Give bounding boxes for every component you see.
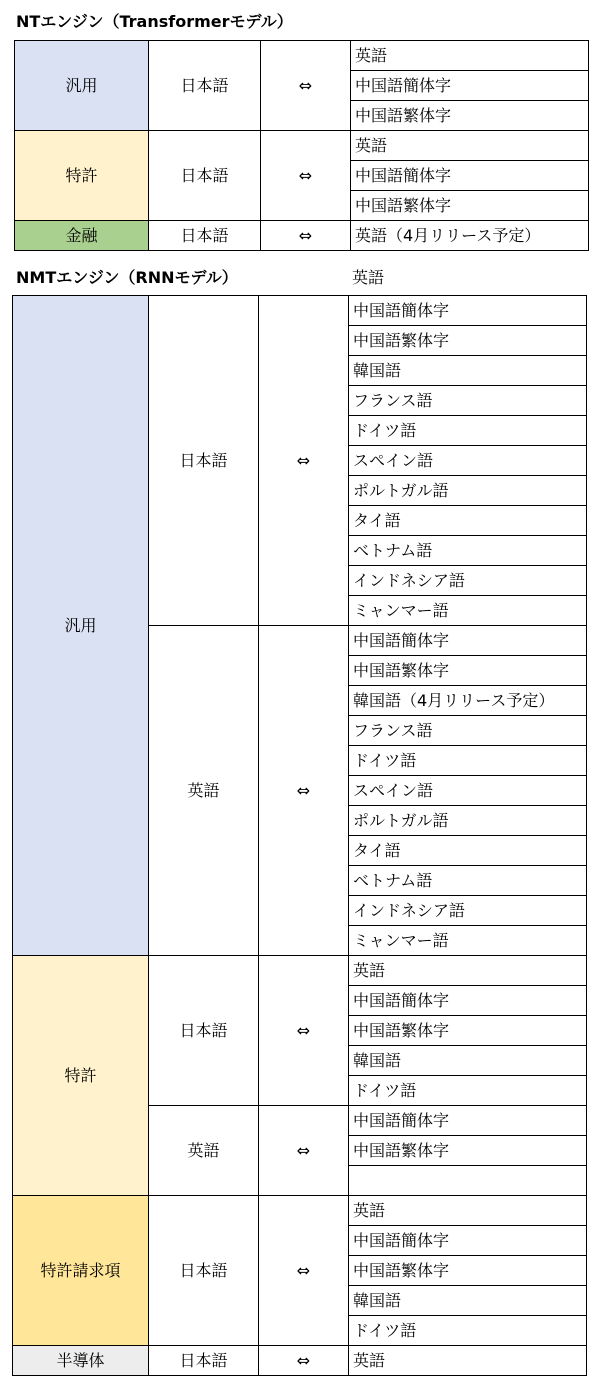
nmt-target-lang: 中国語繁体字 (349, 326, 587, 356)
nmt-target-lang: スペイン語 (349, 446, 587, 476)
nmt-target-lang: ベトナム語 (349, 866, 587, 896)
nt-source-lang: 日本語 (149, 221, 261, 251)
nmt-target-lang: 韓国語 (349, 356, 587, 386)
nmt-target-lang: 韓国語（4月リリース予定） (349, 686, 587, 716)
nmt-target-lang: 英語 (349, 1346, 587, 1376)
nmt-target-lang: タイ語 (349, 836, 587, 866)
nt-target-lang: 英語（4月リリース予定） (351, 221, 589, 251)
nt-domain-patent: 特許 (15, 131, 149, 221)
nmt-table-row (13, 1346, 587, 1376)
nmt-source-lang: 英語 (149, 1106, 259, 1196)
nt-source-lang: 日本語 (149, 131, 261, 221)
nmt-target-lang: フランス語 (349, 716, 587, 746)
nt-engine-table (14, 40, 589, 251)
nmt-target-lang: 中国語簡体字 (349, 986, 587, 1016)
bidirectional-arrow: ⇔ (261, 131, 351, 221)
nmt-target-lang: ベトナム語 (349, 536, 587, 566)
bidirectional-arrow: ⇔ (261, 221, 351, 251)
nmt-target-lang: 中国語繁体字 (349, 1256, 587, 1286)
nmt-source-lang: 英語 (149, 626, 259, 956)
nt-target-lang: 中国語簡体字 (351, 161, 589, 191)
nt-target-lang: 中国語繁体字 (351, 101, 589, 131)
nt-domain-finance: 金融 (15, 221, 149, 251)
bidirectional-arrow: ⇔ (259, 1106, 349, 1196)
nmt-target-lang: ドイツ語 (349, 1076, 587, 1106)
nt-target-lang: 中国語簡体字 (351, 71, 589, 101)
nt-domain-general: 汎用 (15, 41, 149, 131)
nmt-domain-semiconductor: 半導体 (13, 1346, 149, 1376)
nmt-target-lang: 中国語繁体字 (349, 656, 587, 686)
nmt-domain-patent: 特許 (13, 956, 149, 1196)
nt-section-title: NTエンジン（Transformerモデル） (16, 12, 293, 31)
nmt-target-lang: ポルトガル語 (349, 476, 587, 506)
nmt-engine-table (12, 295, 587, 1376)
nt-target-lang: 英語 (351, 131, 589, 161)
nmt-target-lang: 中国語繁体字 (349, 1136, 587, 1166)
nmt-target-lang: 中国語簡体字 (349, 296, 587, 326)
nmt-target-lang: ドイツ語 (349, 746, 587, 776)
nmt-section-title: NMTエンジン（RNNモデル） (16, 268, 238, 287)
nt-target-lang: 中国語繁体字 (351, 191, 589, 221)
nmt-target-lang: 中国語簡体字 (349, 1226, 587, 1256)
nmt-target-lang: ミャンマー語 (349, 596, 587, 626)
nmt-floating-label: 英語 (352, 268, 385, 287)
nmt-target-lang: インドネシア語 (349, 896, 587, 926)
nmt-table-row (13, 296, 587, 326)
nmt-target-lang: インドネシア語 (349, 566, 587, 596)
nmt-source-lang: 日本語 (149, 1196, 259, 1346)
bidirectional-arrow: ⇔ (259, 956, 349, 1106)
nmt-target-lang: ポルトガル語 (349, 806, 587, 836)
nmt-domain-general: 汎用 (13, 296, 149, 956)
bidirectional-arrow: ⇔ (259, 1196, 349, 1346)
nmt-target-lang (349, 1166, 587, 1196)
nmt-target-lang: ミャンマー語 (349, 926, 587, 956)
nmt-target-lang: 英語 (349, 1196, 587, 1226)
nmt-target-lang: スペイン語 (349, 776, 587, 806)
bidirectional-arrow: ⇔ (261, 41, 351, 131)
nmt-target-lang: 中国語繁体字 (349, 1016, 587, 1046)
nmt-target-lang: タイ語 (349, 506, 587, 536)
nmt-table-row (13, 1196, 587, 1226)
bidirectional-arrow: ⇔ (259, 296, 349, 626)
nmt-source-lang: 日本語 (149, 956, 259, 1106)
nmt-target-lang: 韓国語 (349, 1046, 587, 1076)
nmt-target-lang: ドイツ語 (349, 1316, 587, 1346)
nmt-target-lang: 中国語簡体字 (349, 626, 587, 656)
nmt-target-lang: 韓国語 (349, 1286, 587, 1316)
nmt-target-lang: 英語 (349, 956, 587, 986)
nmt-domain-patent-claims: 特許請求項 (13, 1196, 149, 1346)
nmt-source-lang: 日本語 (149, 296, 259, 626)
bidirectional-arrow: ⇔ (259, 1346, 349, 1376)
nt-source-lang: 日本語 (149, 41, 261, 131)
nt-target-lang: 英語 (351, 41, 589, 71)
bidirectional-arrow: ⇔ (259, 626, 349, 956)
nmt-table-row (13, 956, 587, 986)
nmt-target-lang: ドイツ語 (349, 416, 587, 446)
nmt-target-lang: 中国語簡体字 (349, 1106, 587, 1136)
nmt-target-lang: フランス語 (349, 386, 587, 416)
nmt-source-lang: 日本語 (149, 1346, 259, 1376)
